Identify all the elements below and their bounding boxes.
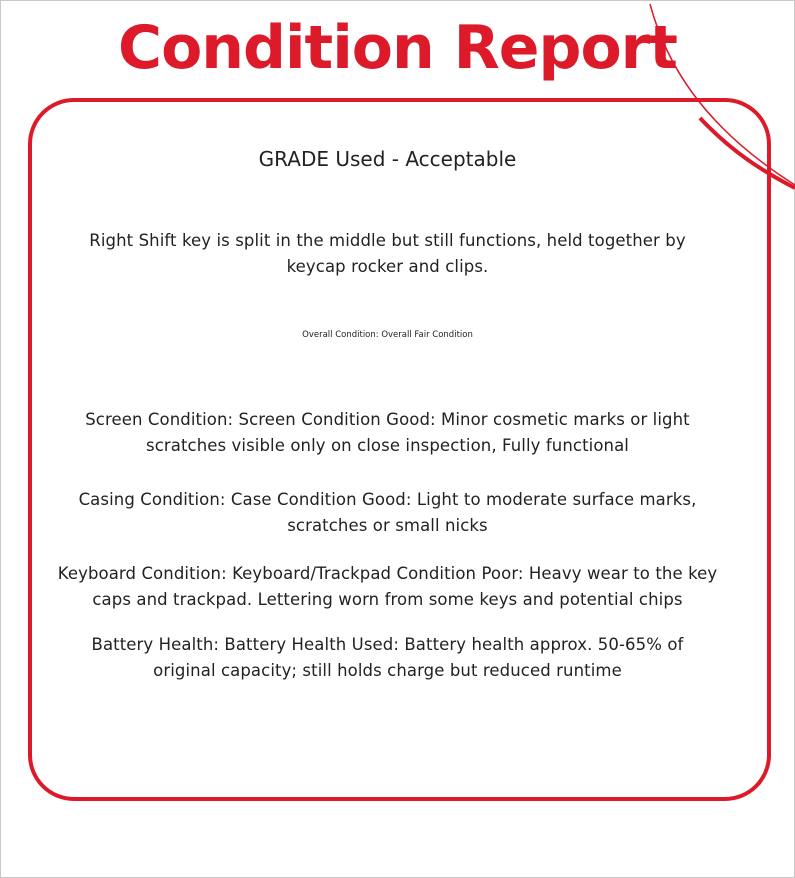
page-title: Condition Report: [118, 13, 677, 83]
condition-note: Right Shift key is split in the middle but still functions, held together by keycap rocker and clips.: [89, 231, 686, 276]
keyboard-condition: Keyboard Condition: Keyboard/Trackpad Condition Poor: Heavy wear to the key caps and trackpad. Lettering worn from some keys and potential chips: [57, 564, 718, 609]
overall-condition: Overall Condition: Overall Fair Condition: [302, 330, 473, 340]
screen-condition: Screen Condition: Screen Condition Good: Minor cosmetic marks or light scratches visible only on close inspection, Fully functional: [85, 410, 690, 455]
casing-condition: Casing Condition: Case Condition Good: Light to moderate surface marks, scratches or small nicks: [78, 490, 697, 535]
grade-label: GRADE Used - Acceptable: [258, 147, 517, 171]
battery-health: Battery Health: Battery Health Used: Battery health approx. 50-65% of original capacity; still holds charge but reduced runtime: [91, 635, 684, 680]
